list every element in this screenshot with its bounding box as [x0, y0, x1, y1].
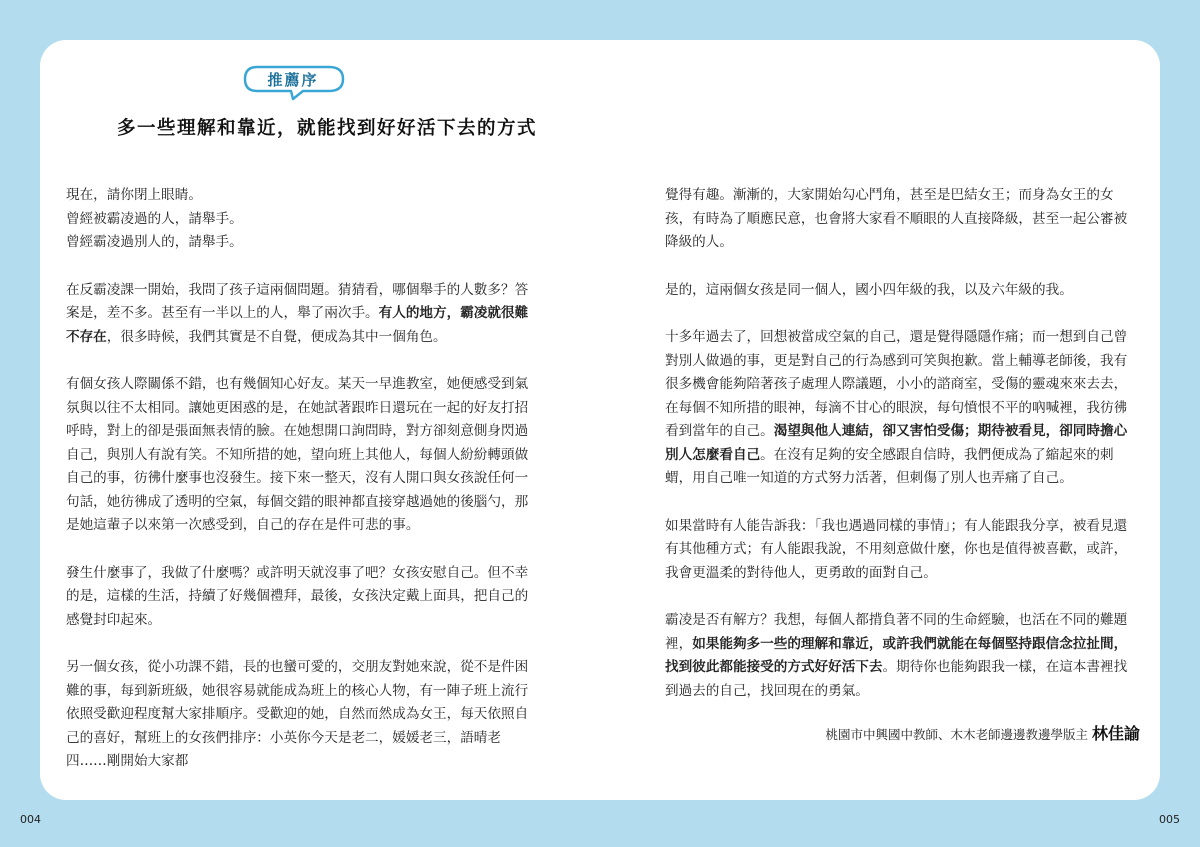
text-line: 曾經被霸凌過的人，請舉手。 — [66, 210, 243, 227]
paragraph: 是的，這兩個女孩是同一個人，國小四年級的我，以及六年級的我。 — [665, 281, 1073, 298]
article-heading: 多一些理解和靠近，就能找到好好活下去的方式 — [117, 118, 538, 139]
recommendation-badge — [243, 64, 349, 102]
text-line: 現在，請你閉上眼睛。 — [66, 187, 202, 203]
text-run: 。在沒有足夠的安全感跟自信時，我們便成為了縮起來的刺蝟，用自己唯一知道的方式努力活著，但刺傷了別人也弄痛了自己。 — [665, 446, 1114, 486]
text-run: 。期待你也能夠跟我一樣，在這本書裡找到過去的自己，找回現在的勇氣。 — [665, 659, 1128, 699]
paragraph — [66, 208, 536, 232]
author-affiliation: 桃園市中興國中教師、木木老師邊邊教邊學版主 — [825, 727, 1088, 742]
paragraph: 如果當時有人能告訴我：「我也遇過同樣的事情」；有人能跟我分享，被看見還有其他種方式；有人能跟我說，不用刻意做什麼，你也是值得被喜歡，或許，我會更溫柔的對待他人，更勇敢的面對自己。 — [665, 517, 1128, 581]
text-run: 十多年過去了，回想被當成空氣的自己，還是覺得隱隱作痛；而一想到自己曾對別人做過的事，更是對自己的行為感到可笑與抱歉。當上輔導老師後，我有很多機會能夠陪著孩子處理人際議題，小小的諮商室，受傷的靈魂來來去去，在每個不知所措的眼神，每滴不甘心的眼淚，每句憤恨不平的吶喊裡，我彷彿看到當年的自己。 — [665, 329, 1128, 439]
paragraph — [66, 231, 536, 255]
author-name: 林佳諭 — [1091, 724, 1140, 743]
page-number-right: 005 — [1159, 813, 1180, 826]
paragraph — [66, 184, 536, 208]
bold-text: 如果能夠多一些的理解和靠近，或許我們就能在每個堅持跟信念拉扯間，找到彼此都能接受的方式好好活下去 — [665, 635, 1128, 675]
right-column — [665, 184, 1140, 703]
paragraph: 發生什麼事了，我做了什麼嗎？或許明天就沒事了吧？女孩安慰自己。但不幸的是，這樣的生活，持續了好幾個禮拜，最後，女孩決定戴上面具，把自己的感覺封印起來。 — [66, 564, 529, 628]
left-column — [66, 184, 536, 774]
paragraph — [665, 609, 1140, 703]
author-signature — [825, 721, 1140, 744]
text-run: 在反霸凌課一開始，我問了孩子這兩個問題。猜猜看，哪個舉手的人數多？答案是，差不多。甚至有一半以上的人，舉了兩次手。 — [66, 281, 529, 321]
paragraph: 另一個女孩，從小功課不錯，長的也蠻可愛的，交朋友對她來說，從不是件困難的事，每到新班級，她很容易就能成為班上的核心人物，有一陣子班上流行依照受歡迎程度幫大家排順序。受歡迎的她，自然而然成為女王，每天依照自己的喜好，幫班上的女孩們排序：小英你今天是老二，媛媛老三，語晴老四……剛開始大家都 — [66, 659, 529, 769]
paragraph — [665, 326, 1140, 491]
bold-text: 有人的地方，霸凌就很難不存在 — [66, 305, 529, 345]
text-line: 曾經霸凌過別人的，請舉手。 — [66, 234, 243, 250]
paragraph — [66, 279, 536, 350]
paragraph: 覺得有趣。漸漸的，大家開始勾心鬥角，甚至是巴結女王；而身為女王的女孩，有時為了順應民意，也會將大家看不順眼的人直接降級，甚至一起公審被降級的人。 — [665, 187, 1128, 250]
paragraph: 有個女孩人際關係不錯，也有幾個知心好友。某天一早進教室，她便感受到氣氛與以往不太相同。讓她更困惑的是，在她試著跟昨日還玩在一起的好友打招呼時，對上的卻是張面無表情的臉。在她想開口詢問時，對方卻刻意側身閃過自己，與別人有說有笑。不知所措的她，望向班上其他人，每個人紛紛轉頭做自己的事，彷彿什麼事也沒發生。接下來一整天，沒有人開口與女孩說任何一句話，她彷彿成了透明的空氣，每個交錯的眼神都直接穿越過她的後腦勺，那是她這輩子以來第一次感受到，自己的存在是件可悲的事。 — [66, 376, 529, 533]
badge-label: 推薦序 — [267, 71, 319, 89]
text-run: ，很多時候，我們其實是不自覺，便成為其中一個角色。 — [106, 328, 447, 345]
text-run: 霸凌是否有解方？我想，每個人都揹負著不同的生命經驗，也活在不同的難題裡， — [665, 612, 1128, 652]
page-number-left: 004 — [20, 813, 41, 826]
bold-text: 渴望與他人連結，卻又害怕受傷；期待被看見，卻同時擔心別人怎麼看自己 — [665, 423, 1128, 463]
